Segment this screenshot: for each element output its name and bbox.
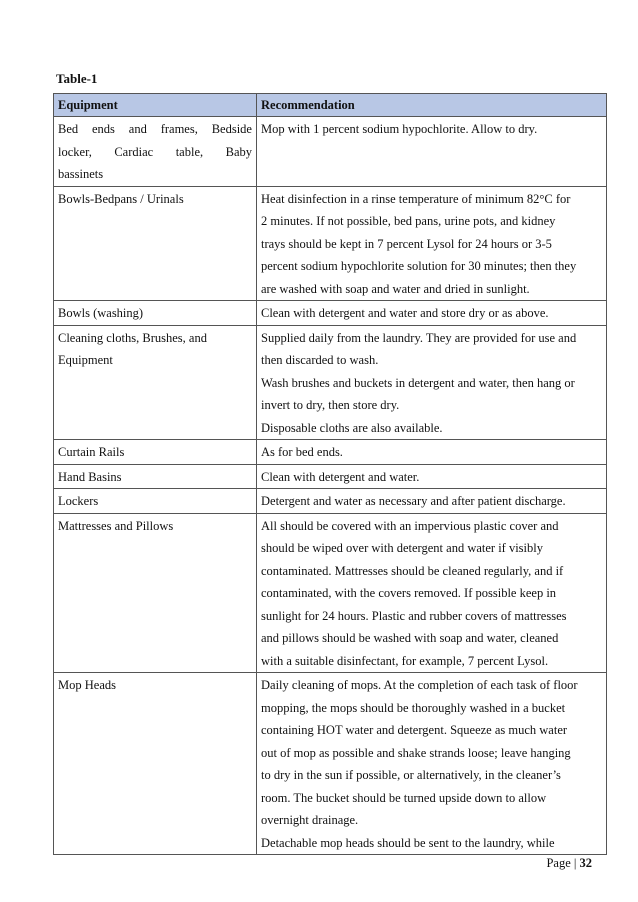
equipment-cell [54, 489, 257, 514]
equipment-cell [54, 464, 257, 489]
recommendation-line: Wash brushes and buckets in detergent and water, then hang or [261, 375, 575, 390]
recommendation-line: Detergent and water as necessary and after patient discharge. [261, 494, 566, 508]
equipment-line: Lockers [58, 494, 99, 508]
recommendation-line: should be wiped over with detergent and water if visibly [261, 541, 543, 555]
header-recommendation: Recommendation [257, 94, 607, 117]
table-row [54, 301, 607, 326]
table-row [54, 489, 607, 514]
equipment-line: bassinets [58, 167, 104, 181]
recommendation-line: Clean with detergent and water. [261, 469, 420, 484]
recommendation-cell [257, 301, 607, 326]
equipment-line: Bed ends and frames, Bedside [58, 122, 252, 136]
recommendation-line: containing HOT water and detergent. Squeeze as much water [261, 723, 568, 737]
equipment-cell [54, 513, 257, 673]
table-row [54, 513, 607, 673]
recommendation-line: As for bed ends. [261, 445, 343, 459]
table-caption: Table-1 [56, 71, 98, 86]
equipment-line: Mop Heads [58, 678, 116, 692]
recommendation-line: room. The bucket should be turned upside down to allow [261, 790, 547, 805]
table-row [54, 464, 607, 489]
equipment-cell [54, 440, 257, 465]
recommendation-line: Daily cleaning of mops. At the completion of each task of floor [261, 678, 578, 692]
page-label: Page | [546, 856, 577, 870]
recommendation-line: then discarded to wash. [261, 353, 379, 367]
recommendation-line: Supplied daily from the laundry. They are provided for use and [261, 330, 577, 345]
table-row [54, 440, 607, 465]
recommendation-cell [257, 673, 607, 855]
recommendation-cell [257, 186, 607, 301]
recommendation-line: Mop with 1 percent sodium hypochlorite. Allow to dry. [261, 122, 538, 136]
equipment-cell [54, 673, 257, 855]
recommendation-cell [257, 325, 607, 440]
recommendation-line: with a suitable disinfectant, for example, 7 percent Lysol. [261, 653, 549, 668]
equipment-line: locker, Cardiac table, Baby [58, 144, 252, 159]
recommendation-line: out of mop as possible and shake strands loose; leave hanging [261, 745, 571, 760]
equipment-table [53, 93, 607, 855]
equipment-cell [54, 186, 257, 301]
recommendation-line: 2 minutes. If not possible, bed pans, urine pots, and kidney [261, 214, 556, 228]
table-row [54, 186, 607, 301]
recommendation-cell [257, 440, 607, 465]
page-footer [546, 856, 592, 871]
equipment-cell [54, 301, 257, 326]
recommendation-line: and pillows should be washed with soap and water, cleaned [261, 631, 559, 645]
recommendation-cell [257, 117, 607, 187]
recommendation-line: overnight drainage. [261, 813, 359, 827]
recommendation-line: mopping, the mops should be thoroughly washed in a bucket [261, 700, 566, 715]
table-body [54, 117, 607, 855]
table-row [54, 325, 607, 440]
equipment-line: Equipment [58, 353, 113, 367]
recommendation-line: contaminated. Mattresses should be cleaned regularly, and if [261, 563, 564, 578]
recommendation-line: contaminated, with the covers removed. If possible keep in [261, 586, 557, 600]
recommendation-line: percent sodium hypochlorite solution for 30 minutes; then they [261, 259, 577, 273]
recommendation-line: Detachable mop heads should be sent to the laundry, while [261, 835, 555, 850]
table-row [54, 117, 607, 187]
equipment-line: Mattresses and Pillows [58, 518, 174, 533]
recommendation-line: All should be covered with an impervious plastic cover and [261, 518, 559, 533]
equipment-line: Cleaning cloths, Brushes, and [58, 330, 207, 345]
equipment-line: Bowls (washing) [58, 306, 144, 320]
recommendation-cell [257, 513, 607, 673]
recommendation-cell [257, 489, 607, 514]
equipment-line: Hand Basins [58, 469, 122, 484]
page-number: 32 [579, 856, 592, 870]
table-header-row [54, 94, 607, 117]
table-row [54, 673, 607, 855]
recommendation-line: Clean with detergent and water and store dry or as above. [261, 306, 549, 320]
recommendation-line: Disposable cloths are also available. [261, 420, 443, 435]
equipment-line: Curtain Rails [58, 445, 125, 459]
recommendation-line: sunlight for 24 hours. Plastic and rubber covers of mattresses [261, 608, 567, 623]
recommendation-line: to dry in the sun if possible, or alternatively, in the cleaner’s [261, 768, 561, 782]
equipment-line: Bowls-Bedpans / Urinals [58, 191, 184, 206]
recommendation-cell [257, 464, 607, 489]
recommendation-line: Heat disinfection in a rinse temperature of minimum 82°C for [261, 191, 571, 206]
equipment-cell [54, 117, 257, 187]
header-equipment: Equipment [54, 94, 257, 117]
recommendation-line: invert to dry, then store dry. [261, 398, 400, 412]
recommendation-line: trays should be kept in 7 percent Lysol for 24 hours or 3-5 [261, 236, 552, 251]
equipment-cell [54, 325, 257, 440]
recommendation-line: are washed with soap and water and dried in sunlight. [261, 281, 530, 296]
